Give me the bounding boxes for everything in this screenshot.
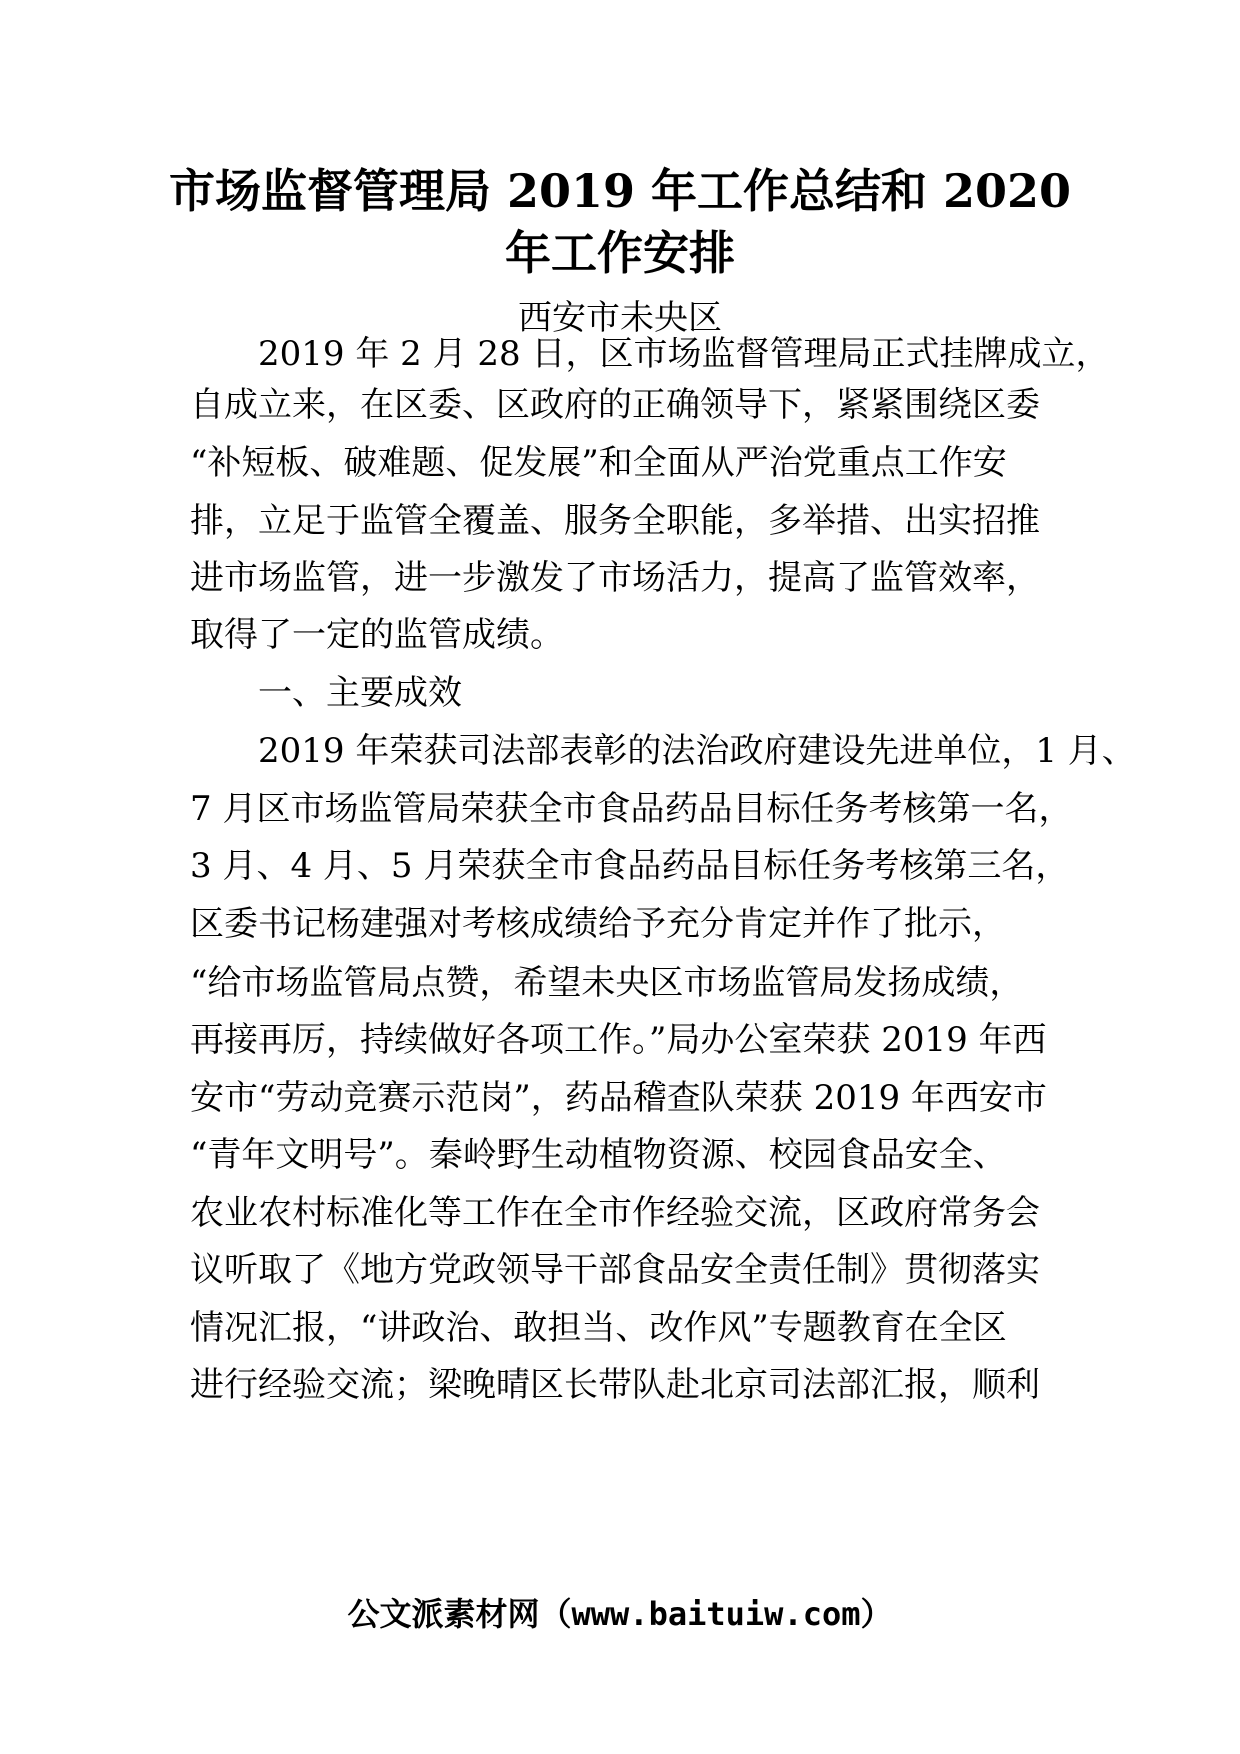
paragraph-line: “补短板、破难题、促发展”和全面从严治党重点工作安 bbox=[190, 443, 1007, 483]
paragraph-line: 自成立来，在区委、区政府的正确领导下，紧紧围绕区委 bbox=[190, 385, 1040, 425]
paragraph-line: 议听取了《地方党政领导干部食品安全责任制》贯彻落实 bbox=[190, 1250, 1040, 1290]
paragraph-line: 排，立足于监管全覆盖、服务全职能，多举措、出实招推 bbox=[190, 501, 1040, 541]
footer-label: 公文派素材网（ bbox=[347, 1595, 572, 1633]
paragraph-line: 安市“劳动竞赛示范岗”，药品稽查队荣获 2019 年西安市 bbox=[190, 1078, 1047, 1118]
paragraph-line: 进市场监管，进一步激发了市场活力，提高了监管效率， bbox=[190, 558, 1040, 598]
document-subtitle: 西安市未央区 bbox=[518, 298, 722, 338]
footer-close: ） bbox=[860, 1595, 893, 1633]
paragraph-line: 3 月、4 月、5 月荣获全市食品药品目标任务考核第三名， bbox=[190, 846, 1070, 886]
paragraph-line: 7 月区市场监管局荣获全市食品药品目标任务考核第一名， bbox=[190, 789, 1073, 829]
paragraph-line: 再接再厉，持续做好各项工作。”局办公室荣获 2019 年西 bbox=[190, 1020, 1047, 1060]
paragraph-line: 取得了一定的监管成绩。 bbox=[190, 615, 564, 655]
paragraph-line: 农业农村标准化等工作在全市作经验交流，区政府常务会 bbox=[190, 1193, 1040, 1233]
page-footer bbox=[150, 1592, 1090, 1636]
paragraph-line: 区委书记杨建强对考核成绩给予充分肯定并作了批示， bbox=[190, 904, 1006, 944]
paragraph-line: “给市场监管局点赞，希望未央区市场监管局发扬成绩， bbox=[190, 963, 1024, 1003]
paragraph-line: “青年文明号”。秦岭野生动植物资源、校园食品安全、 bbox=[190, 1135, 1007, 1175]
paragraph-line: 情况汇报，“讲政治、敢担当、改作风”专题教育在全区 bbox=[190, 1308, 1007, 1348]
footer-url: www.baituiw.com bbox=[571, 1595, 861, 1633]
section-heading: 一、主要成效 bbox=[258, 673, 462, 713]
paragraph-line: 2019 年 2 月 28 日，区市场监督管理局正式挂牌成立， bbox=[258, 334, 1110, 374]
paragraph-line: 进行经验交流；梁晚晴区长带队赴北京司法部汇报，顺利 bbox=[190, 1365, 1040, 1405]
paragraph-line: 2019 年荣获司法部表彰的法治政府建设先进单位，1 月、 bbox=[258, 731, 1136, 771]
document-title-line-2: 年工作安排 bbox=[505, 226, 735, 280]
document-title-line-1: 市场监督管理局 2019 年工作总结和 2020 bbox=[168, 164, 1072, 218]
